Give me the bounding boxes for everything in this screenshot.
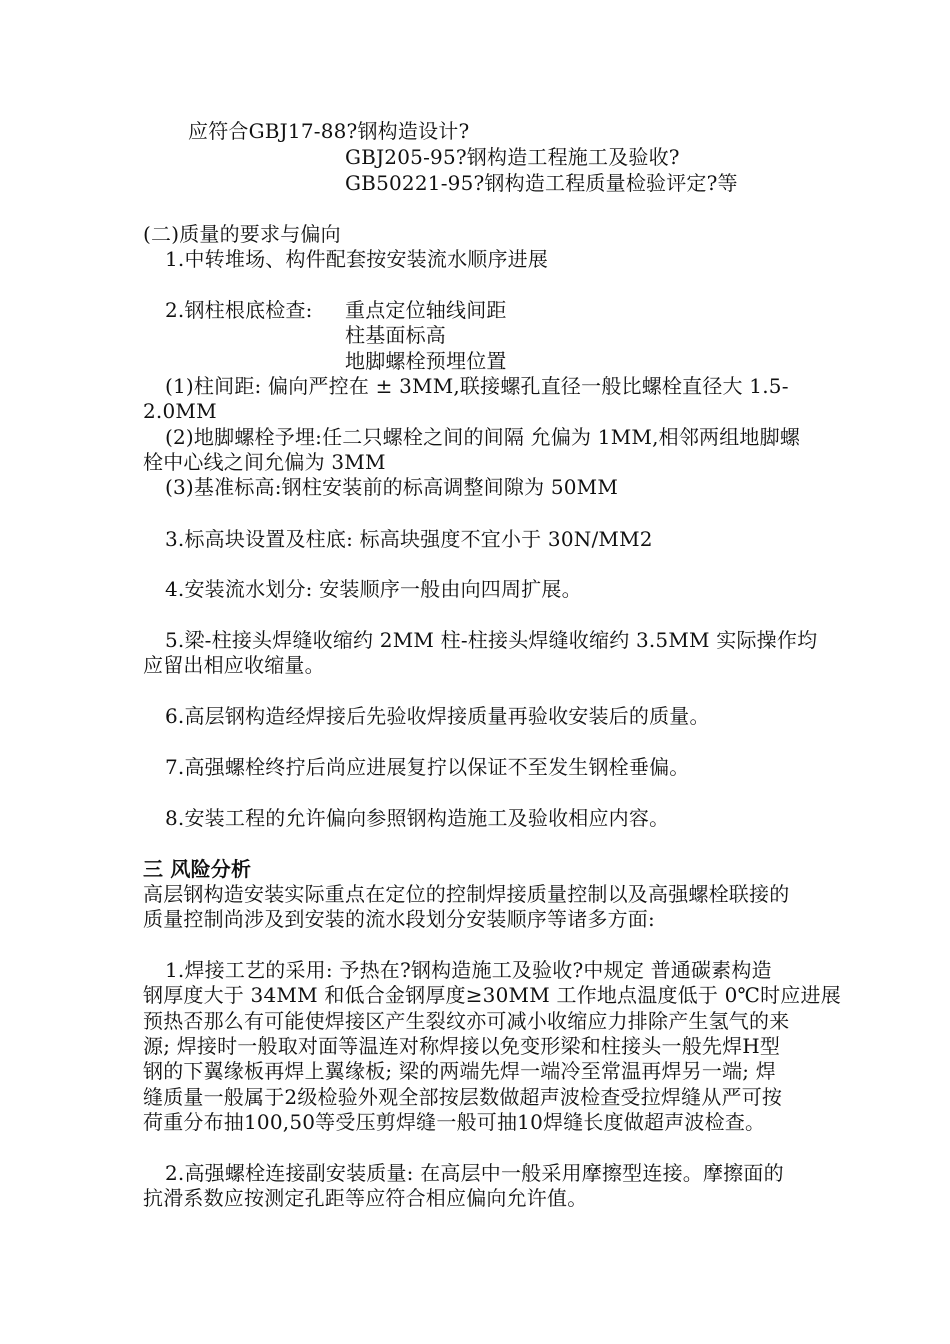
list-item: 7.高强螺栓终拧后尚应进展复拧以保证不至发生钢栓垂偏。 [165,755,690,779]
list-item: 8.安装工程的允许偏向参照钢构造施工及验收相应内容。 [165,806,670,830]
paragraph-line: 2.高强螺栓连接副安装质量: 在高层中一般采用摩擦型连接。摩擦面的 [165,1161,784,1185]
sub-item: (1)柱间距: 偏向严控在 ± 3MM,联接螺孔直径一般比螺栓直径大 1.5- [165,374,789,398]
paragraph-line: 1.焊接工艺的采用: 予热在?钢构造施工及验收?中规定 普通碳素构造 [165,958,772,982]
list-item-point: 柱基面标高 [345,323,446,347]
section-heading: 三 风险分析 [143,857,252,881]
section-heading: (二)质量的要求与偏向 [143,222,341,246]
paragraph-line: 抗滑系数应按测定孔距等应符合相应偏向允许值。 [143,1186,588,1210]
sub-item: (3)基准标高:钢柱安装前的标高调整间隙为 50MM [165,475,619,499]
sub-item-continuation: 2.0MM [143,399,217,423]
list-item-point: 重点定位轴线间距 [345,298,507,322]
list-item-continuation: 应留出相应收缩量。 [143,653,325,677]
list-item: 3.标高块设置及柱底: 标高块强度不宜小于 30N/MM2 [165,527,653,551]
paragraph-line: 钢的下翼缘板再焊上翼缘板; 梁的两端先焊一端冷至常温再焊另一端; 焊 [143,1059,776,1083]
paragraph-line: 高层钢构造安装实际重点在定位的控制焊接质量控制以及高强螺栓联接的 [143,882,790,906]
paragraph-line: 质量控制尚涉及到安装的流水段划分安装顺序等诸多方面: [143,907,655,931]
list-item: 5.梁-柱接头焊缝收缩约 2MM 柱-柱接头焊缝收缩约 3.5MM 实际操作均 [165,628,818,652]
sub-item-continuation: 栓中心线之间允偏为 3MM [143,450,386,474]
paragraph-line: 源; 焊接时一般取对面等温连对称焊接以免变形梁和柱接头一般先焊H型 [143,1034,781,1058]
standard-line: GB50221-95?钢构造工程质量检验评定?等 [345,171,738,195]
standard-line: 应符合GBJ17-88?钢构造设计? [188,119,470,143]
paragraph-line: 缝质量一般属于2级检验外观全部按层数做超声波检查受拉焊缝从严可按 [143,1085,783,1109]
paragraph-line: 荷重分布抽100,50等受压剪焊缝一般可抽10焊缝长度做超声波检查。 [143,1110,766,1134]
paragraph-line: 钢厚度大于 34MM 和低合金钢厚度≥30MM 工作地点温度低于 0℃时应进展 [143,983,841,1007]
paragraph-line: 预热否那么有可能使焊接区产生裂纹亦可减小收缩应力排除产生氢气的来 [143,1009,790,1033]
list-item-label: 2.钢柱根底检查: [165,298,313,322]
sub-item: (2)地脚螺栓予埋:任二只螺栓之间的间隔 允偏为 1MM,相邻两组地脚螺 [165,425,801,449]
list-item-point: 地脚螺栓预埋位置 [345,349,507,373]
list-item: 6.高层钢构造经焊接后先验收焊接质量再验收安装后的质量。 [165,704,710,728]
list-item: 1.中转堆场、构件配套按安装流水顺序进展 [165,247,549,271]
list-item: 4.安装流水划分: 安装顺序一般由向四周扩展。 [165,577,582,601]
standard-line: GBJ205-95?钢构造工程施工及验收? [345,145,680,169]
